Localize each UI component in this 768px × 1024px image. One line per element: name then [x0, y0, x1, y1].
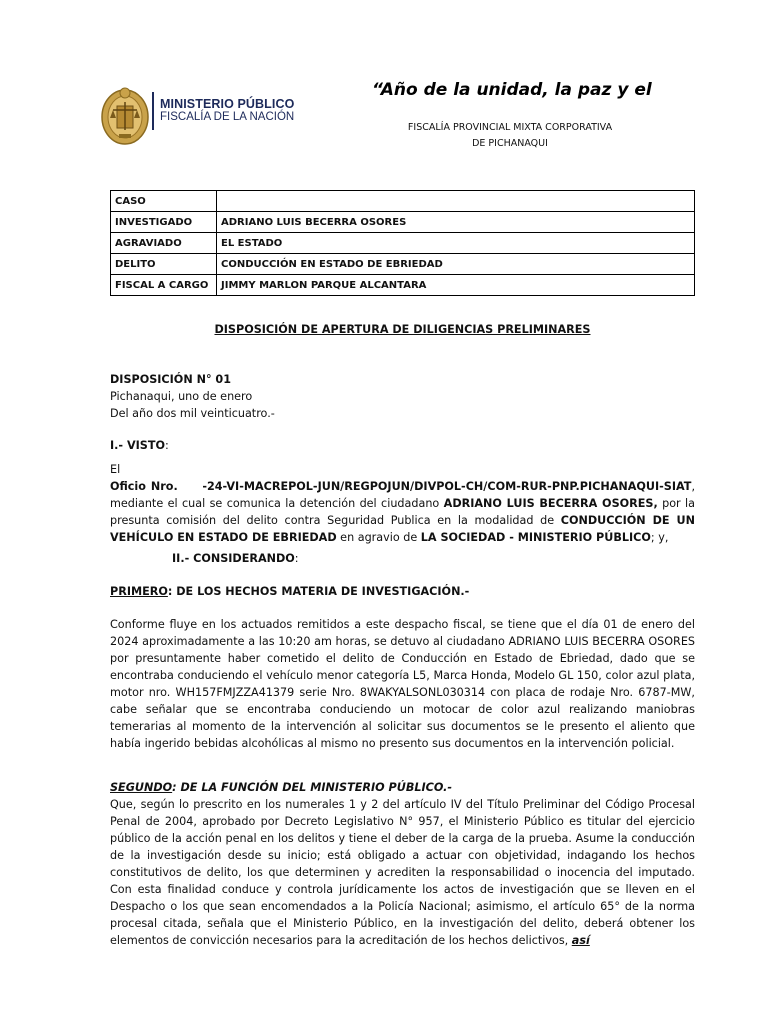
- table-row: [111, 233, 695, 254]
- case-info-table: [110, 190, 695, 296]
- table-row: [111, 254, 695, 275]
- date-year: Del año dos mil veinticuatro.-: [110, 407, 275, 420]
- visto-text-1: , mediante el cual se comunica la detención del ciudadano: [110, 480, 695, 510]
- crime-value: CONDUCCIÓN EN ESTADO DE EBRIEDAD: [217, 254, 695, 275]
- visto-text-end: ; y,: [650, 531, 669, 544]
- year-motto: “Año de la unidad, la paz y el: [372, 80, 652, 100]
- disposition-number: DISPOSICIÓN N° 01: [110, 373, 231, 386]
- primero-heading: [110, 583, 695, 600]
- primero-label: PRIMERO: [110, 585, 168, 598]
- office-name-line2: DE PICHANAQUI: [472, 138, 548, 149]
- table-row: [111, 212, 695, 233]
- segundo-label: SEGUNDO: [110, 781, 173, 794]
- considerando-colon: :: [294, 552, 299, 565]
- oficio-reference: Oficio Nro. -24-VI-MACREPOL-JUN/REGPOJUN/DIVPOL-CH/COM-RUR-PNP.PICHANAQUI-SIAT: [110, 480, 692, 493]
- detainee-name: ADRIANO LUIS BECERRA OSORES,: [443, 497, 658, 510]
- segundo-text: Que, según lo prescrito en los numerales 1 y 2 del artículo IV del Título Preliminar del Código Procesal Penal de 2004, aprobado por Decreto Legislativo N° 957, el Ministerio Público es titular del ejercicio público de la acción penal en los delitos y tiene el deber de la carga de la prueba. Asume la conducción de la investigación desde su inicio; está obligado a actuar con objetividad, indagando los hechos constitutivos de delito, los que determinen y acrediten la responsabilidad o inocencia del imputado. Con esta finalidad conduce y controla jurídicamente los actos de investigación que se lleven en el Despacho o los que sean encomendados a la Policía Nacional; asimismo, el artículo 65° de la norma procesal citada, señala que el Ministerio Público, en la investigación del delito, deberá obtener los elementos de convicción necesarios para la acreditación de los hechos delictivos,: [110, 798, 695, 947]
- segundo-paragraph: [110, 796, 695, 949]
- visto-heading-text: I.- VISTO: [110, 439, 165, 452]
- investigated-value: ADRIANO LUIS BECERRA OSORES: [217, 212, 695, 233]
- segundo-heading: [110, 779, 695, 796]
- case-value: [217, 191, 695, 212]
- considerando-heading: [172, 550, 299, 567]
- table-row: [111, 275, 695, 296]
- aggrieved-value: EL ESTADO: [217, 233, 695, 254]
- segundo-heading-text: : DE LA FUNCIÓN DEL MINISTERIO PÚBLICO.-: [172, 781, 453, 794]
- primero-paragraph: Conforme fluye en los actuados remitidos a este despacho fiscal, se tiene que el día 01 de enero del 2024 aproximadamente a las 10:20 am horas, se detuvo al ciudadano ADRIANO LUIS BECERRA OSORES por presuntamente haber cometido el delito de Conducción en Estado de Ebriedad, dado que se encontraba conduciendo el vehículo menor categoría L5, Marca Honda, Modelo GL 150, color azul plata, motor nro. WH157FMJZZA41379 serie Nro. 8WAKYALSONL030314 con placa de rodaje Nro. 6787-MW, cabe señalar que se encontraba conduciendo un motocar de color azul realizando maniobras temerarias al momento de la intervención al solicitar sus documentos se le presento el aliento que había ingerido bebidas alcohólicas al mismo no presento sus documentos en la intervención policial.: [110, 618, 695, 750]
- logo-separator: [152, 92, 154, 130]
- victim-name: LA SOCIEDAD - MINISTERIO PÚBLICO: [420, 531, 651, 544]
- ministerio-publico-seal-icon: [100, 84, 150, 146]
- visto-colon: :: [164, 439, 169, 452]
- prosecutor-label: FISCAL A CARGO: [111, 275, 217, 296]
- segundo-trailing-word: así: [571, 934, 590, 947]
- primero-heading-text: : DE LOS HECHOS MATERIA DE INVESTIGACIÓN.-: [167, 585, 470, 598]
- logo-title: MINISTERIO PÚBLICO: [160, 97, 295, 111]
- considerando-heading-text: II.- CONSIDERANDO: [172, 552, 295, 565]
- case-label: CASO: [111, 191, 217, 212]
- aggrieved-label: AGRAVIADO: [111, 233, 217, 254]
- visto-paragraph: [110, 461, 695, 546]
- table-row: [111, 191, 695, 212]
- crime-modality: CONDUCCIÓN DE UN VEHÍCULO EN ESTADO DE EBRIEDAD: [110, 514, 695, 544]
- logo-subtitle: FISCALÍA DE LA NACIÓN: [160, 111, 295, 123]
- document-title: DISPOSICIÓN DE APERTURA DE DILIGENCIAS PRELIMINARES: [214, 323, 591, 336]
- visto-el: El: [110, 463, 121, 476]
- visto-text-2: por la presunta comisión del delito contra Seguridad Publica en la modalidad de: [110, 497, 696, 527]
- visto-heading: [110, 437, 695, 454]
- investigated-label: INVESTIGADO: [111, 212, 217, 233]
- office-name-line1: FISCALÍA PROVINCIAL MIXTA CORPORATIVA: [407, 122, 613, 133]
- visto-text-3: en agravio de: [336, 531, 421, 544]
- prosecutor-value: JIMMY MARLON PARQUE ALCANTARA: [217, 275, 695, 296]
- crime-label: DELITO: [111, 254, 217, 275]
- place-date: Pichanaqui, uno de enero: [110, 390, 253, 403]
